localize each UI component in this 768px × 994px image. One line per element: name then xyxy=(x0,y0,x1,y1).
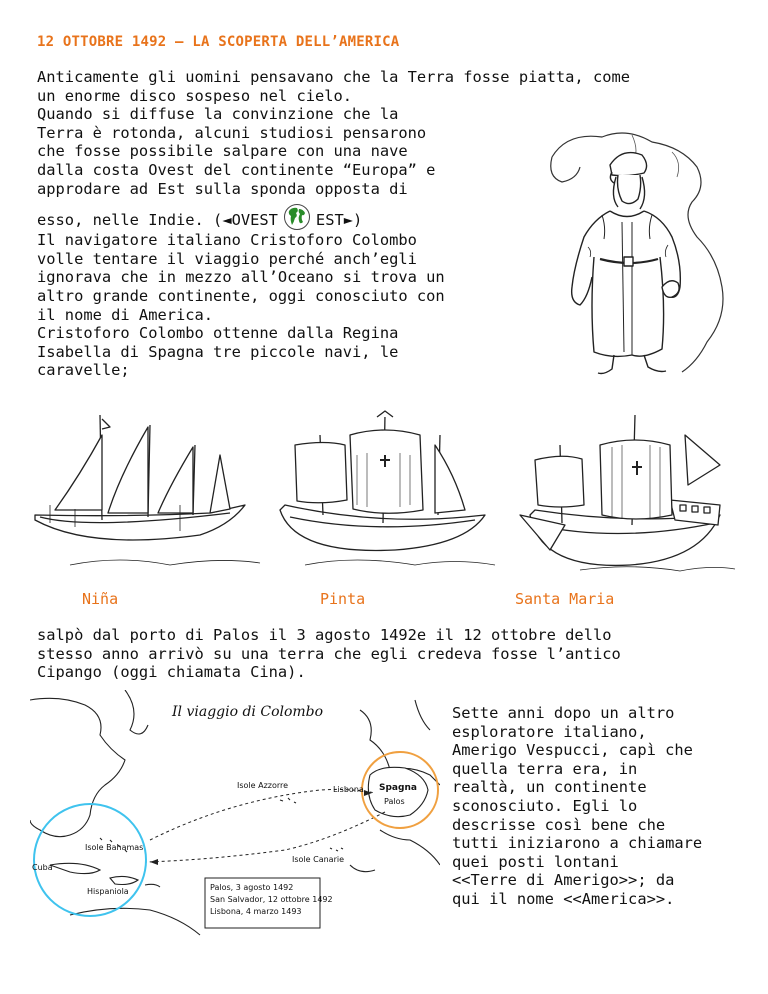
map-label-hispaniola: Hispaniola xyxy=(87,887,129,896)
vespucci-paragraph xyxy=(452,704,752,909)
text-line: Cipango (oggi chiamata Cina). xyxy=(37,663,306,682)
text-line: sconosciuto. Egli lo xyxy=(452,796,638,815)
nina-ship-drawing xyxy=(35,415,260,565)
text-line: approdare ad Est sulla sponda opposta di xyxy=(37,179,408,198)
text-line: tutti iniziarono a chiamare xyxy=(452,834,703,853)
text-line: salpò dal porto di Palos il 3 agosto 1492e il 12 ottobre dello xyxy=(37,626,612,644)
text-line: Sette anni dopo un altro xyxy=(452,704,675,722)
legend-line: San Salvador, 12 ottobre 1492 xyxy=(210,895,333,904)
map-label-palos: Palos xyxy=(384,797,405,806)
legend-line: Palos, 3 agosto 1492 xyxy=(210,883,294,892)
text-line: realtà, un continente xyxy=(452,778,647,797)
map-label-cuba: Cuba xyxy=(32,863,53,872)
text-line: stesso anno arrivò su una terra che egli credeva fosse l’antico xyxy=(37,644,621,663)
text-line: Anticamente gli uomini pensavano che la Terra fosse piatta, come xyxy=(37,68,631,86)
colombo-illustration xyxy=(532,127,742,377)
legend-line: Lisbona, 4 marzo 1493 xyxy=(210,907,302,916)
direction-east-text: EST►) xyxy=(315,211,363,230)
text-line: altro grande continente, oggi conosciuto con xyxy=(37,286,445,305)
text-line: descrisse così bene che xyxy=(452,815,666,834)
ship-label-santa-maria: Santa Maria xyxy=(515,590,615,608)
text-line: Quando si diffuse la convinzione che la xyxy=(37,105,399,124)
text-line: <<Terre di Amerigo>>; da xyxy=(452,871,675,890)
map-title: Il viaggio di Colombo xyxy=(172,704,324,720)
text-line: Cristoforo Colombo ottenne dalla Regina xyxy=(37,324,399,343)
text-line: quella terra era, in xyxy=(452,759,638,778)
ship-label-pinta: Pinta xyxy=(320,590,366,608)
text-line: volle tentare il viaggio perché anch’egli xyxy=(37,249,417,268)
text-line: Isabella di Spagna tre piccole navi, le xyxy=(37,342,399,361)
text-line: quei posti lontani xyxy=(452,852,619,871)
caravels-illustration xyxy=(30,405,740,585)
voyage-map xyxy=(30,690,440,940)
ship-label-nina: Niña xyxy=(82,590,119,608)
text-line: dalla costa Ovest del continente “Europa” e xyxy=(37,160,436,179)
text-line: Terra è rotonda, alcuni studiosi pensarono xyxy=(37,123,427,142)
globe-icon xyxy=(282,203,312,231)
map-label-lisbona: Lisbona xyxy=(333,785,364,794)
map-label-azzorre: Isole Azzorre xyxy=(237,781,289,790)
direction-west-text: esso, nelle Indie. (◄OVEST xyxy=(37,211,278,230)
santa-maria-ship-drawing xyxy=(520,415,735,571)
page-title: 12 OTTOBRE 1492 – LA SCOPERTA DELL’AMERICA xyxy=(37,34,400,50)
text-line: caravelle; xyxy=(37,361,130,380)
map-label-bahamas: Isole Bahamas xyxy=(85,843,144,852)
text-line: qui il nome <<America>>. xyxy=(452,889,675,908)
text-line: un enorme disco sospeso nel cielo. xyxy=(37,86,353,105)
text-line: Amerigo Vespucci, capì che xyxy=(452,741,693,760)
text-line: ignorava che in mezzo all’Oceano si trova un xyxy=(37,268,445,287)
text-line: Il navigatore italiano Cristoforo Colombo xyxy=(37,231,417,250)
text-line: che fosse possibile salpare con una nave xyxy=(37,142,408,161)
text-line: il nome di America. xyxy=(37,305,214,324)
map-label-canarie: Isole Canarie xyxy=(292,855,345,864)
text-line: esploratore italiano, xyxy=(452,722,647,741)
voyage-paragraph xyxy=(37,626,737,682)
pinta-ship-drawing xyxy=(280,411,495,565)
map-label-spagna: Spagna xyxy=(379,783,417,793)
